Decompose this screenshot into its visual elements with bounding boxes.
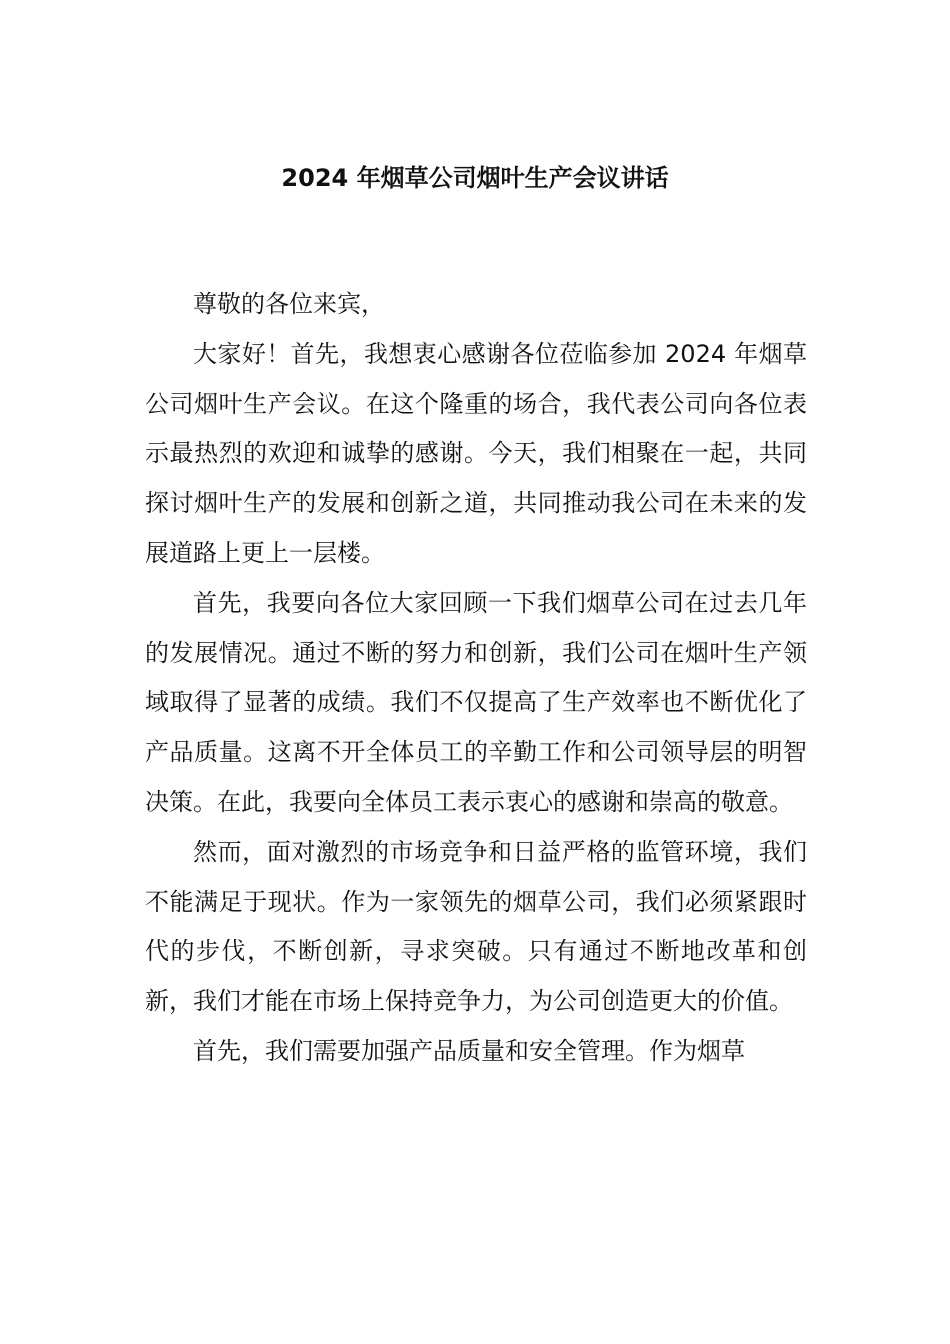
document-body	[145, 280, 807, 1077]
paragraph-greeting: 大家好！首先，我想衷心感谢各位莅临参加 2024 年烟草公司烟叶生产会议。在这个隆重的场合，我代表公司向各位表示最热烈的欢迎和诚挚的感谢。今天，我们相聚在一起，共同探讨烟叶生产的发展和创新之道，共同推动我公司在未来的发展道路上更上一层楼。	[145, 339, 807, 567]
paragraph-salutation: 尊敬的各位来宾，	[193, 290, 385, 318]
paragraph-quality: 首先，我们需要加强产品质量和安全管理。作为烟草	[193, 1036, 745, 1065]
paragraph-review: 首先，我要向各位大家回顾一下我们烟草公司在过去几年的发展情况。通过不断的努力和创新，我们公司在烟叶生产领域取得了显著的成绩。我们不仅提高了生产效率也不断优化了产品质量。这离不开全体员工的辛勤工作和公司领导层的明智决策。在此，我要向全体员工表示衷心的感谢和崇高的敬意。	[145, 588, 807, 816]
paragraph-challenges: 然而，面对激烈的市场竞争和日益严格的监管环境，我们不能满足于现状。作为一家领先的烟草公司，我们必须紧跟时代的步伐，不断创新，寻求突破。只有通过不断地改革和创新，我们才能在市场上保持竞争力，为公司创造更大的价值。	[145, 837, 807, 1016]
document-title: 2024 年烟草公司烟叶生产会议讲话	[281, 164, 669, 192]
